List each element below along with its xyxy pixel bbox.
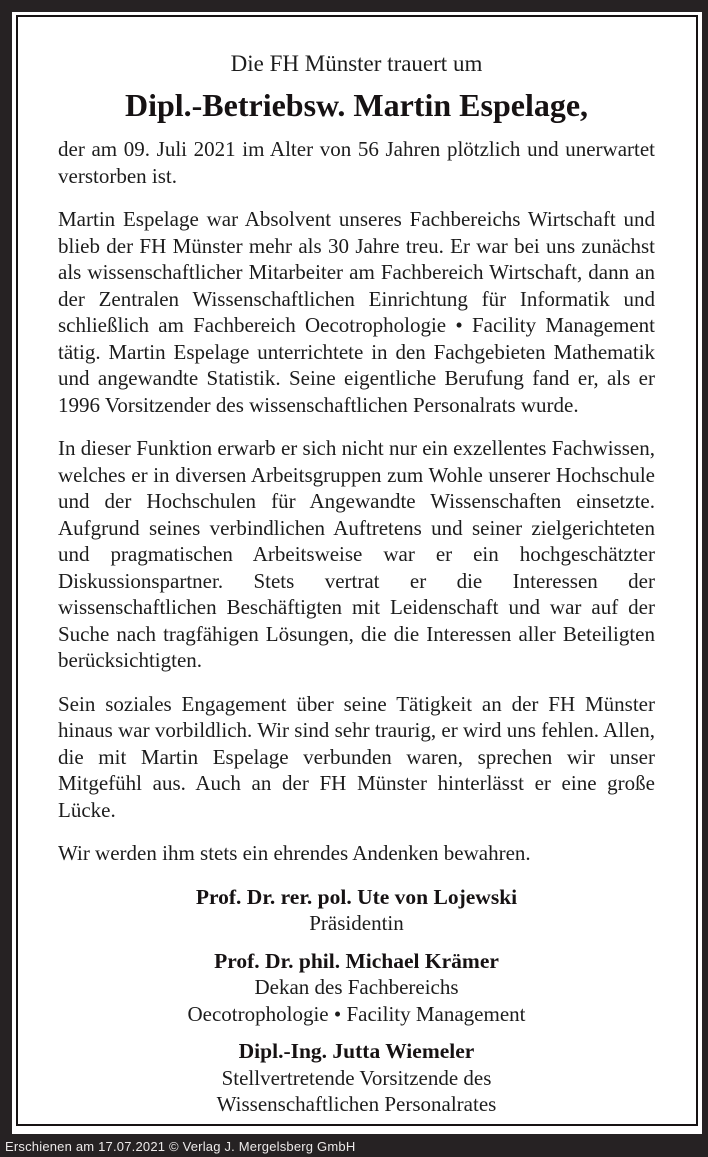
deceased-name-heading: Dipl.-Betriebsw. Martin Espelage, [124,87,589,123]
paragraph-death-notice: der am 09. Juli 2021 im Alter von 56 Jahren plötzlich und unerwartet verstorben ist. [58,137,655,188]
signature-name: Prof. Dr. rer. pol. Ute von Lojewski [195,884,518,909]
signature-title: Präsidentin [309,911,404,935]
inner-border-box [16,15,698,1126]
publication-footer-bar [0,1134,708,1157]
signature-name: Prof. Dr. phil. Michael Krämer [214,948,499,973]
signature-title: Stellvertretende Vorsitzende des [221,1065,492,1090]
signature-block-dean [58,948,655,1028]
signature-title: Wissenschaftlichen Personalrates [216,1092,497,1116]
paragraph-condolence: Sein soziales Engagement über seine Tätigkeit an der FH Münster hinaus war vorbildlich. Wir sind sehr traurig, er wird uns fehlen. Allen, die mit Martin Espelage verbunden waren, sprechen wir unser Mitgefühl aus. Auch an der FH Münster hinterlässt er eine große Lücke. [58,691,655,822]
mourning-intro-line: Die FH Münster trauert um [230,51,483,76]
signature-block-president [58,884,655,937]
paragraph-remembrance: Wir werden ihm stets ein ehrendes Andenken bewahren. [58,841,531,865]
signature-name: Dipl.-Ing. Jutta Wiemeler [238,1039,475,1063]
signature-title: Dekan des Fachbereichs [254,975,459,999]
publication-info: Erschienen am 17.07.2021 © Verlag J. Mergelsberg GmbH [5,1139,356,1154]
paragraph-career: Martin Espelage war Absolvent unseres Fachbereichs Wirtschaft und blieb der FH Münster mehr als 30 Jahre treu. Er war bei uns zunächst als wissenschaftlicher Mitarbeiter am Fachbereich Wirtschaft, dann an der Zentralen Wissenschaftlichen Einrichtung für Informatik und schließlich am Fachbereich Oecotrophologie • Facility Management tätig. Martin Espelage unterrichtete in den Fachgebieten Mathematik und angewandte Statistik. Seine eigentliche Berufung fand er, als er 1996 Vorsitzender des wissenschaftlichen Personalrats wurde. [58,207,655,417]
paragraph-achievements: In dieser Funktion erwarb er sich nicht nur ein exzellentes Fachwissen, welches er in diversen Arbeitsgruppen zum Wohle unserer Hochschule und der Hochschulen für Angewandte Wissenschaften einsetzte. Aufgrund seines verbindlichen Auftretens und seiner zielgerichteten und pragmatischen Arbeitsweise war er ein hochgeschätzter Diskussionspartner. Stets vertrat er die Interessen der wissenschaftlichen Beschäftigten mit Leidenschaft und war auf der Suche nach tragfähigen Lösungen, die die Interessen aller Beteiligten berücksichtigten. [58,436,655,672]
signature-title: Oecotrophologie • Facility Management [187,1001,526,1026]
notice-card [12,12,702,1135]
signature-block-staff-council [58,1038,655,1118]
